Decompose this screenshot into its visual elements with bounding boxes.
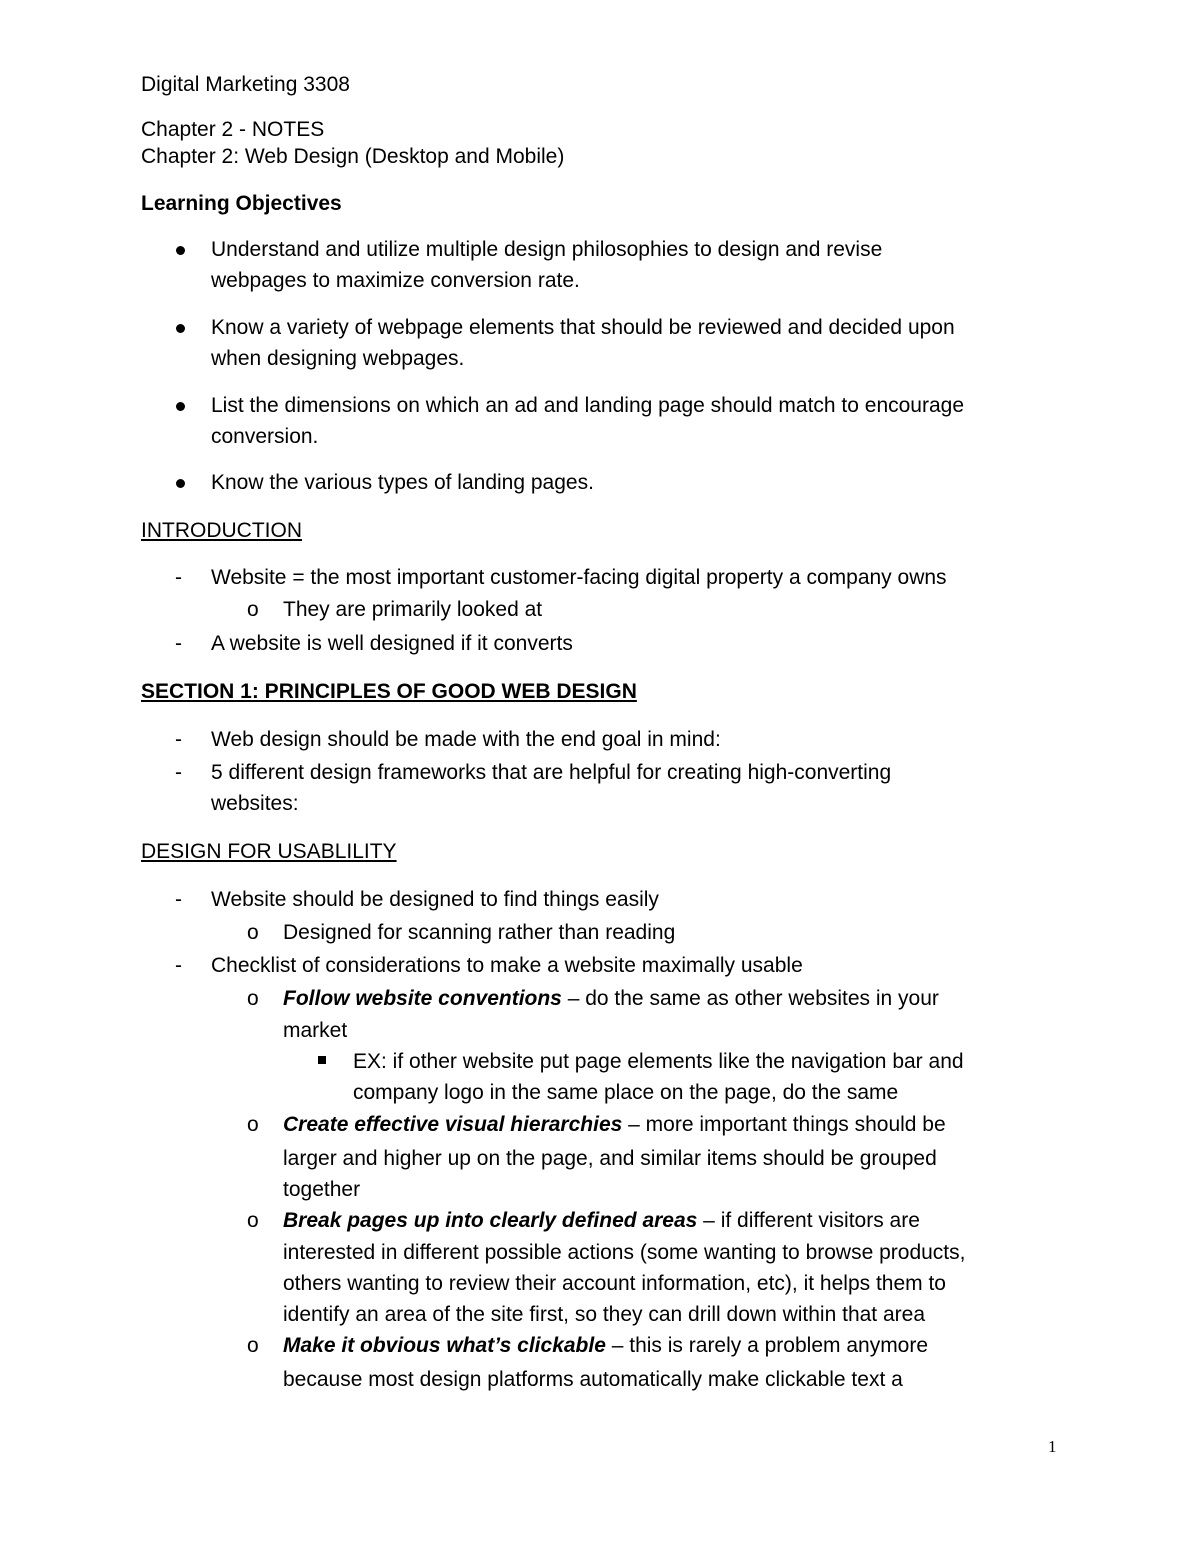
dash-marker: - [175,728,182,751]
circle-marker: o [247,921,259,944]
bullet-icon [176,402,185,411]
chapter-title: Chapter 2: Web Design (Desktop and Mobile) [141,145,565,168]
conventions-line-1 [283,986,939,1012]
areas-line-2: interested in different possible actions (some wanting to browse products, [283,1241,966,1264]
bullet-icon [176,324,185,333]
areas-line-1 [283,1208,920,1234]
square-bullet-icon [318,1056,326,1064]
introduction-heading: INTRODUCTION [141,519,302,542]
dash-marker: - [175,566,182,589]
objective-1-line-1: Understand and utilize multiple design philosophies to design and revise [211,238,883,261]
clickable-term: Make it obvious what’s clickable [283,1334,606,1357]
section-1-item-2-line-2: websites: [211,792,299,815]
hierarchies-desc: – more important things should be [622,1113,946,1136]
circle-marker: o [247,1334,259,1357]
objective-2-line-2: when designing webpages. [211,347,465,370]
dash-marker: - [175,954,182,977]
section-1-item-1: Web design should be made with the end goal in mind: [211,728,721,751]
objective-3-line-1: List the dimensions on which an ad and landing page should match to encourage [211,394,965,417]
areas-line-4: identify an area of the site first, so they can drill down within that area [283,1303,926,1326]
usability-heading: DESIGN FOR USABLILITY [141,840,397,863]
conventions-line-2: market [283,1019,348,1042]
intro-item-2: A website is well designed if it converts [211,632,573,655]
usability-item-2: Checklist of considerations to make a website maximally usable [211,954,803,977]
objective-1-line-2: webpages to maximize conversion rate. [211,269,580,292]
hierarchies-line-2: larger and higher up on the page, and similar items should be grouped [283,1147,937,1170]
objective-2-line-1: Know a variety of webpage elements that should be reviewed and decided upon [211,316,955,339]
clickable-line-2: because most design platforms automatically make clickable text a [283,1368,903,1391]
conventions-example-line-1: EX: if other website put page elements like the navigation bar and [353,1050,964,1073]
dash-marker: - [175,761,182,784]
hierarchies-line-3: together [283,1178,361,1201]
objective-3-line-2: conversion. [211,425,319,448]
usability-item-1-sub: Designed for scanning rather than reading [283,921,676,944]
clickable-desc: – this is rarely a problem anymore [605,1334,929,1357]
objective-4-line-1: Know the various types of landing pages. [211,471,594,494]
dash-marker: - [175,888,182,911]
hierarchies-line-1 [283,1112,946,1138]
dash-marker: - [175,632,182,655]
hierarchies-term: Create effective visual hierarchies [283,1113,623,1136]
conventions-desc: – do the same as other websites in your [561,987,939,1010]
areas-line-3: others wanting to review their account information, etc), it helps them to [283,1272,946,1295]
clickable-line-1 [283,1333,928,1359]
usability-item-1: Website should be designed to find things easily [211,888,659,911]
circle-marker: o [247,598,259,621]
conventions-example-line-2: company logo in the same place on the page, do the same [353,1081,899,1104]
circle-marker: o [247,1209,259,1232]
chapter-notes: Chapter 2 - NOTES [141,118,325,141]
conventions-term: Follow website conventions [283,987,562,1010]
circle-marker: o [247,987,259,1010]
bullet-icon [176,246,185,255]
areas-term: Break pages up into clearly defined areas [283,1209,698,1232]
learning-objectives-heading: Learning Objectives [141,192,342,215]
bullet-icon [176,479,185,488]
section-1-heading: SECTION 1: PRINCIPLES OF GOOD WEB DESIGN [141,680,637,703]
areas-desc: – if different visitors are [697,1209,920,1232]
intro-item-1: Website = the most important customer-facing digital property a company owns [211,566,947,589]
course-title: Digital Marketing 3308 [141,73,350,96]
section-1-item-2-line-1: 5 different design frameworks that are helpful for creating high-converting [211,761,892,784]
intro-item-1-sub: They are primarily looked at [283,598,543,621]
circle-marker: o [247,1113,259,1136]
page-number: 1 [1048,1437,1057,1456]
